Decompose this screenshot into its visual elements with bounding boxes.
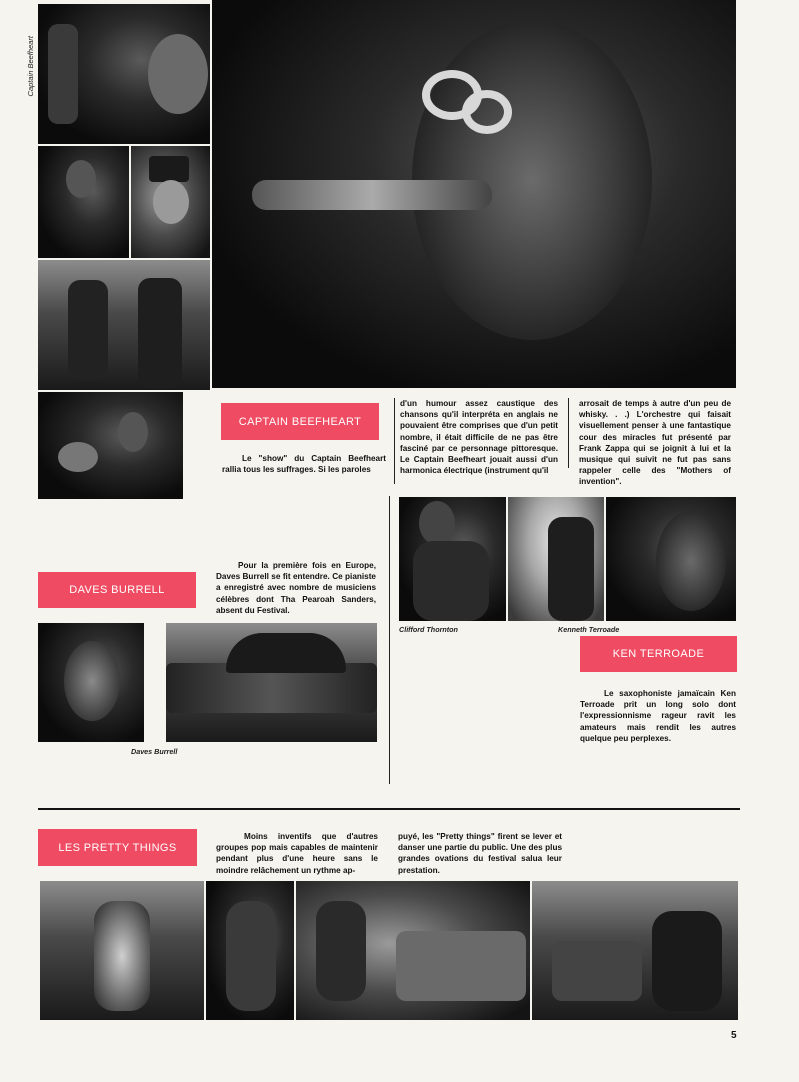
photo-musician-with-glasses (38, 146, 129, 258)
photo-guitarists-stage (38, 260, 210, 390)
pretty-text-col1: Moins inventifs que d'autres groupes pop mais capables de maintenir pendant plus d'une heure sans le moindre relâchement un rythme ap- (216, 832, 378, 875)
section-tag-captain-beefheart: CAPTAIN BEEFHEART (221, 403, 379, 440)
photo-drummer (38, 392, 183, 499)
photo-pretty-things-guitarist (40, 881, 204, 1020)
column-rule (568, 398, 569, 468)
beefheart-text-col3: arrosait de temps à autre d'un peu de whisky. . .) L'orchestre qui faisait visuellement penser à une fantastique cour des miracles fut présenté par Frank Zappa qui se joignit à lui et la musique qui suivit ne fut pas sans rappeler celle des "Mothers of invention". (579, 399, 731, 487)
pretty-text-col2: puyé, les "Pretty things" firent se lever et danser une partie du public. Une des plus grandes ovations du festival salua leur prestation. (398, 832, 562, 875)
section-divider-vertical (389, 496, 390, 784)
photo-pretty-things-singer (206, 881, 294, 1020)
photo-clifford-thornton (399, 497, 506, 621)
caption-kenneth-terroade: Kenneth Terroade (558, 625, 620, 634)
caption-daves-burrell: Daves Burrell (131, 747, 178, 756)
photo-beefheart-large (212, 0, 736, 388)
section-tag-les-pretty-things: LES PRETTY THINGS (38, 829, 197, 866)
beefheart-text-col2: d'un humour assez caustique des chansons qu'il interpréta en anglais ne pouvaient être comprises que d'un petit nombre, il était difficile de ne pas être fasciné par ce personnage pittoresque. Le Captain Beefheart jouait aussi d'un harmonica électrique (instrument qu'il (400, 399, 558, 476)
section-tag-ken-terroade: KEN TERROADE (580, 636, 737, 672)
photo-beefheart-singing (38, 4, 210, 144)
photo-kenneth-terroade-stage (508, 497, 604, 621)
side-photo-credit: Captain Beefheart (26, 36, 35, 97)
photo-piano-stage (166, 623, 377, 742)
terroade-text: Le saxophoniste jamaïcain Ken Terroade prit un long solo dont l'expressionnisme rageur ravit les amateurs mais rendit les autres quelque peu perplexes. (580, 689, 736, 743)
photo-kenneth-terroade-portrait (606, 497, 736, 621)
page-number: 5 (731, 1030, 737, 1041)
photo-beefheart-top-hat (131, 146, 210, 258)
caption-clifford-thornton: Clifford Thornton (399, 625, 458, 634)
photo-daves-burrell-portrait (38, 623, 144, 742)
column-rule (394, 398, 395, 484)
burrell-text: Pour la première fois en Europe, Daves Burrell se fit entendre. Ce pianiste a enregistré avec nombre de musiciens célèbres dont Tha Pearoah Sanders, absent du Festival. (216, 561, 376, 615)
section-tag-daves-burrell: DAVES BURRELL (38, 572, 196, 608)
beefheart-text-col1: Le "show" du Captain Beefheart rallia tous les suffrages. Si les paroles (222, 454, 386, 475)
section-divider-horizontal (38, 808, 740, 810)
photo-pretty-things-band (296, 881, 530, 1020)
photo-pretty-things-crowd (532, 881, 738, 1020)
